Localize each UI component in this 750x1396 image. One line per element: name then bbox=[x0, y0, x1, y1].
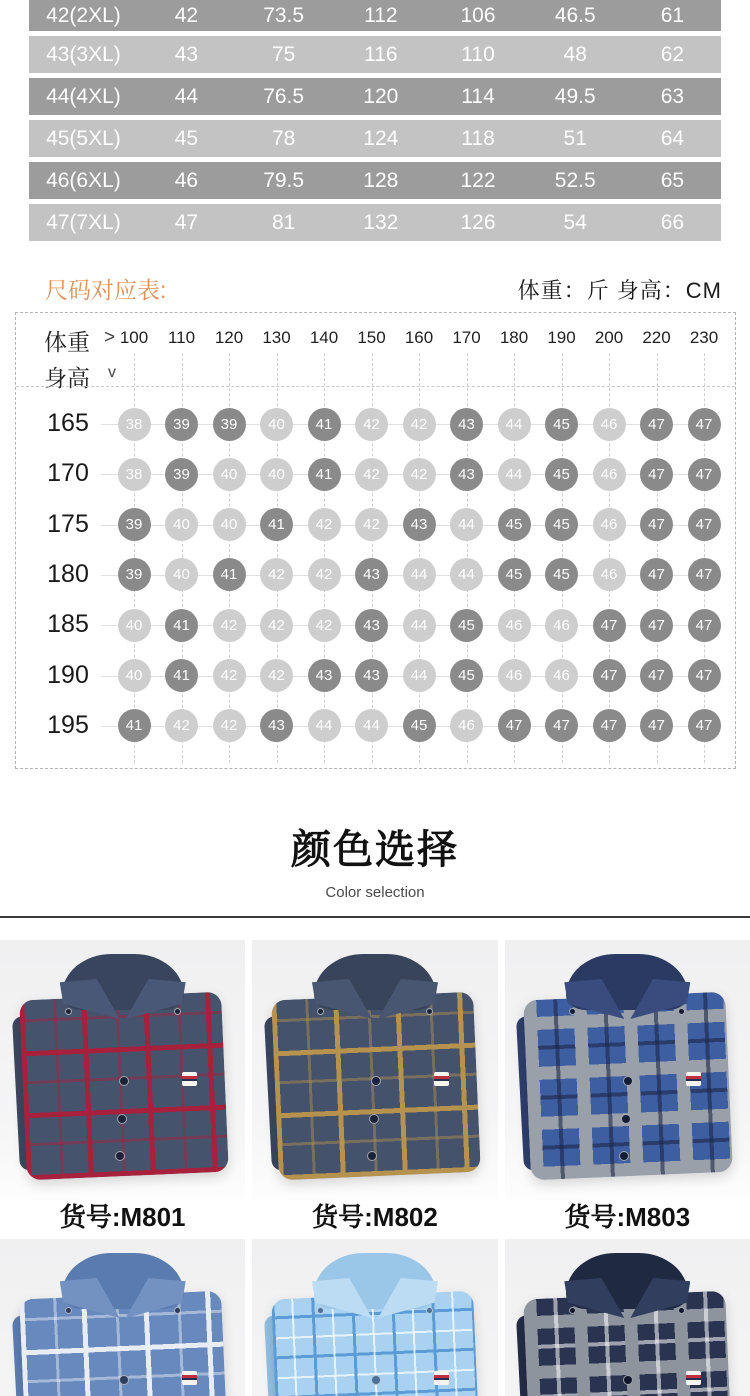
size-table-cell: 62 bbox=[660, 42, 685, 66]
size-circle: 46 bbox=[450, 709, 483, 742]
shirt-collar-button bbox=[65, 1008, 72, 1015]
shirt-button bbox=[119, 1076, 129, 1086]
size-table-cell: 110 bbox=[461, 42, 495, 66]
size-circle: 41 bbox=[165, 659, 198, 692]
size-table-row-label: 47(7XL) bbox=[46, 210, 121, 234]
size-circle: 46 bbox=[545, 659, 578, 692]
product-card bbox=[252, 1239, 497, 1396]
weight-tick: 130 bbox=[262, 328, 291, 347]
size-table-cell: 132 bbox=[363, 210, 399, 234]
color-section-subtitle: Color selection bbox=[325, 884, 425, 901]
size-table-cell: 112 bbox=[364, 3, 398, 27]
size-table-cell: 128 bbox=[363, 168, 399, 192]
size-circle: 41 bbox=[260, 508, 293, 541]
product-image-shirt bbox=[15, 950, 231, 1190]
size-circle: 47 bbox=[640, 609, 673, 642]
size-circle: 45 bbox=[545, 408, 578, 441]
size-table-cell: 47 bbox=[174, 210, 199, 234]
size-circle: 42 bbox=[213, 659, 246, 692]
size-circle: 47 bbox=[593, 609, 626, 642]
size-circle: 47 bbox=[640, 558, 673, 591]
shirt-pocket-tag bbox=[686, 1371, 701, 1385]
size-table-cell: 76.5 bbox=[263, 84, 305, 108]
size-circle: 39 bbox=[165, 458, 198, 491]
size-table-cell: 54 bbox=[563, 210, 587, 234]
size-circle: 47 bbox=[640, 659, 673, 692]
size-table-row-label: 42(2XL) bbox=[46, 3, 121, 27]
size-table-cell: 79.5 bbox=[263, 168, 305, 192]
size-circle: 44 bbox=[498, 408, 531, 441]
size-circle: 42 bbox=[213, 609, 246, 642]
size-circle: 44 bbox=[403, 609, 436, 642]
size-circle: 45 bbox=[403, 709, 436, 742]
height-tick: 180 bbox=[47, 559, 89, 588]
size-circle: 42 bbox=[308, 609, 341, 642]
size-table-cell: 46 bbox=[174, 168, 199, 192]
size-circle: 47 bbox=[640, 458, 673, 491]
product-model-label: 货号:M801 bbox=[0, 1200, 245, 1236]
size-chart-units: 体重：斤 身高：CM bbox=[517, 278, 722, 303]
size-table-row bbox=[29, 162, 721, 199]
product-image-shirt bbox=[519, 1249, 735, 1396]
height-weight-chart bbox=[15, 312, 736, 769]
size-circle: 45 bbox=[450, 609, 483, 642]
height-tick: 175 bbox=[47, 509, 89, 538]
shirt-pocket-tag bbox=[434, 1371, 449, 1385]
shirt-collar bbox=[560, 954, 694, 1020]
size-circle: 40 bbox=[213, 458, 246, 491]
size-table-row-label: 45(5XL) bbox=[46, 126, 121, 150]
size-circle: 47 bbox=[688, 609, 721, 642]
weight-tick: 220 bbox=[642, 328, 671, 347]
size-circle: 41 bbox=[118, 709, 151, 742]
size-circle: 42 bbox=[260, 659, 293, 692]
size-chart-title: 尺码对应表: bbox=[45, 277, 167, 303]
grid-line-horizontal-header bbox=[16, 386, 735, 387]
shirt-pocket-tag bbox=[434, 1072, 449, 1086]
size-circle: 46 bbox=[498, 659, 531, 692]
product-image bbox=[505, 940, 750, 1200]
size-circle: 47 bbox=[640, 408, 673, 441]
product-model-label: 货号:M803 bbox=[505, 1200, 750, 1236]
weight-tick: 100 bbox=[119, 328, 149, 347]
size-table-cell: 44 bbox=[174, 84, 199, 108]
size-table-cell: 122 bbox=[460, 168, 496, 192]
size-circle: 47 bbox=[688, 508, 721, 541]
section-divider bbox=[0, 916, 750, 918]
size-circle: 43 bbox=[355, 558, 388, 591]
size-circle: 42 bbox=[403, 458, 436, 491]
size-circle: 41 bbox=[308, 408, 341, 441]
size-table-cell: 43 bbox=[174, 42, 199, 66]
weight-tick: 200 bbox=[594, 328, 624, 347]
size-circle: 43 bbox=[355, 609, 388, 642]
size-table-cell: 51 bbox=[563, 126, 587, 150]
weight-tick: 190 bbox=[547, 328, 576, 347]
size-circle: 46 bbox=[593, 458, 626, 491]
size-circle: 47 bbox=[545, 709, 578, 742]
product-card bbox=[0, 1239, 245, 1396]
size-circle: 46 bbox=[593, 408, 626, 441]
size-table-cell: 63 bbox=[660, 84, 685, 108]
size-circle: 40 bbox=[213, 508, 246, 541]
size-circle: 47 bbox=[640, 709, 673, 742]
shirt-pocket-tag bbox=[182, 1371, 197, 1385]
size-circle: 42 bbox=[165, 709, 198, 742]
shirt-collar-button bbox=[317, 1008, 324, 1015]
weight-direction-icon: > bbox=[104, 327, 116, 348]
size-circle: 44 bbox=[450, 508, 483, 541]
size-table-row bbox=[29, 78, 721, 115]
product-grid bbox=[0, 940, 750, 1396]
product-model-label: 货号:M802 bbox=[252, 1200, 497, 1236]
weight-tick: 170 bbox=[452, 328, 481, 347]
size-table-cell: 65 bbox=[660, 168, 685, 192]
product-card bbox=[505, 1239, 750, 1396]
shirt-collar-button bbox=[174, 1008, 181, 1015]
height-tick: 170 bbox=[47, 459, 89, 488]
size-circle: 45 bbox=[498, 508, 531, 541]
size-table-cell: 42 bbox=[174, 3, 199, 27]
size-circle: 45 bbox=[450, 659, 483, 692]
size-table-cell: 81 bbox=[271, 210, 296, 234]
size-circle: 46 bbox=[593, 508, 626, 541]
shirt-button bbox=[115, 1151, 125, 1161]
size-table-row bbox=[29, 0, 721, 31]
shirt-collar bbox=[56, 1253, 190, 1319]
shirt-pocket-tag bbox=[686, 1072, 701, 1086]
size-circle: 47 bbox=[593, 659, 626, 692]
size-circle: 38 bbox=[118, 408, 151, 441]
size-circle: 42 bbox=[403, 408, 436, 441]
size-circle: 42 bbox=[355, 408, 388, 441]
size-circle: 45 bbox=[498, 558, 531, 591]
size-table-cell: 116 bbox=[364, 42, 398, 66]
size-table-cell: 66 bbox=[660, 210, 685, 234]
size-circle: 42 bbox=[260, 609, 293, 642]
size-circle: 41 bbox=[165, 609, 198, 642]
size-circle: 42 bbox=[308, 508, 341, 541]
shirt-collar-button bbox=[426, 1307, 433, 1314]
product-card bbox=[0, 940, 245, 1236]
size-table-cell: 114 bbox=[461, 84, 495, 108]
product-image-shirt bbox=[267, 950, 483, 1190]
size-table-cell: 120 bbox=[363, 84, 399, 108]
size-table-cell: 126 bbox=[460, 210, 496, 234]
size-table-cell: 73.5 bbox=[263, 3, 305, 27]
size-circle: 40 bbox=[260, 458, 293, 491]
shirt-collar-button bbox=[426, 1008, 433, 1015]
size-table-cell: 124 bbox=[363, 126, 399, 150]
size-circle: 42 bbox=[260, 558, 293, 591]
size-circle: 45 bbox=[545, 558, 578, 591]
height-tick: 195 bbox=[47, 710, 89, 739]
shirt-collar-button bbox=[174, 1307, 181, 1314]
size-table-row-label: 46(6XL) bbox=[46, 168, 121, 192]
size-circle: 41 bbox=[308, 458, 341, 491]
size-spec-table bbox=[29, 0, 721, 246]
size-table-row bbox=[29, 36, 721, 73]
size-table-cell: 118 bbox=[461, 126, 495, 150]
weight-tick: 160 bbox=[404, 328, 434, 347]
product-image bbox=[252, 940, 497, 1200]
shirt-button bbox=[371, 1375, 381, 1385]
size-circle: 44 bbox=[355, 709, 388, 742]
size-table-row-label: 43(3XL) bbox=[46, 42, 121, 66]
size-circle: 44 bbox=[403, 659, 436, 692]
size-circle: 42 bbox=[308, 558, 341, 591]
size-circle: 38 bbox=[118, 458, 151, 491]
product-image bbox=[0, 1239, 245, 1396]
size-table-cell: 61 bbox=[660, 3, 685, 27]
size-circle: 43 bbox=[260, 709, 293, 742]
shirt-collar bbox=[308, 1253, 442, 1319]
size-circle: 47 bbox=[688, 709, 721, 742]
product-image-shirt bbox=[267, 1249, 483, 1396]
color-section-header bbox=[0, 818, 750, 901]
size-circle: 46 bbox=[545, 609, 578, 642]
size-table-cell: 64 bbox=[660, 126, 685, 150]
product-image-shirt bbox=[519, 950, 735, 1190]
size-circle: 47 bbox=[688, 458, 721, 491]
shirt-button bbox=[119, 1375, 129, 1385]
size-circle: 47 bbox=[593, 709, 626, 742]
size-table-cell: 45 bbox=[174, 126, 199, 150]
size-circle: 44 bbox=[498, 458, 531, 491]
size-circle: 42 bbox=[355, 508, 388, 541]
shirt-button bbox=[371, 1076, 381, 1086]
size-circle: 47 bbox=[640, 508, 673, 541]
size-table-cell: 75 bbox=[271, 42, 296, 66]
shirt-collar-button bbox=[317, 1307, 324, 1314]
size-circle: 41 bbox=[213, 558, 246, 591]
size-circle: 42 bbox=[355, 458, 388, 491]
weight-tick: 120 bbox=[214, 328, 244, 347]
size-table-cell: 52.5 bbox=[554, 168, 596, 192]
size-circle: 43 bbox=[355, 659, 388, 692]
weight-tick: 110 bbox=[167, 328, 196, 347]
shirt-button bbox=[367, 1151, 377, 1161]
size-circle: 43 bbox=[308, 659, 341, 692]
size-circle: 44 bbox=[308, 709, 341, 742]
product-image bbox=[505, 1239, 750, 1396]
product-image bbox=[252, 1239, 497, 1396]
product-image bbox=[0, 940, 245, 1200]
weight-axis-label: 体重 bbox=[44, 329, 90, 355]
height-tick: 185 bbox=[47, 610, 89, 639]
height-tick: 190 bbox=[47, 660, 89, 689]
height-direction-icon: v bbox=[108, 364, 116, 381]
color-section-title: 颜色选择 bbox=[291, 828, 459, 872]
size-table-cell: 78 bbox=[271, 126, 296, 150]
weight-tick: 140 bbox=[309, 328, 339, 347]
size-table-cell: 46.5 bbox=[554, 3, 596, 27]
size-circle: 40 bbox=[260, 408, 293, 441]
size-circle: 40 bbox=[118, 659, 151, 692]
size-table-cell: 48 bbox=[563, 42, 587, 66]
product-card bbox=[505, 940, 750, 1236]
size-circle: 39 bbox=[118, 558, 151, 591]
size-circle: 47 bbox=[688, 408, 721, 441]
shirt-collar bbox=[560, 1253, 694, 1319]
size-table-row bbox=[29, 120, 721, 157]
height-axis-label: 身高 bbox=[44, 365, 90, 391]
size-table-row bbox=[29, 204, 721, 241]
size-circle: 43 bbox=[450, 408, 483, 441]
size-circle: 46 bbox=[593, 558, 626, 591]
size-circle: 39 bbox=[118, 508, 151, 541]
size-circle: 44 bbox=[403, 558, 436, 591]
product-image-shirt bbox=[15, 1249, 231, 1396]
size-circle: 39 bbox=[165, 408, 198, 441]
weight-tick: 230 bbox=[689, 328, 719, 347]
size-circle: 40 bbox=[165, 508, 198, 541]
weight-tick: 180 bbox=[499, 328, 529, 347]
size-circle: 45 bbox=[545, 508, 578, 541]
size-table-cell: 49.5 bbox=[554, 84, 596, 108]
size-circle: 44 bbox=[450, 558, 483, 591]
size-circle: 47 bbox=[498, 709, 531, 742]
size-circle: 39 bbox=[213, 408, 246, 441]
size-circle: 40 bbox=[118, 609, 151, 642]
shirt-button bbox=[369, 1114, 379, 1124]
size-circle: 47 bbox=[688, 558, 721, 591]
size-circle: 45 bbox=[545, 458, 578, 491]
size-chart-header bbox=[45, 272, 722, 305]
size-table-row-label: 44(4XL) bbox=[46, 84, 121, 108]
height-tick: 165 bbox=[47, 409, 89, 437]
size-circle: 40 bbox=[165, 558, 198, 591]
size-circle: 43 bbox=[403, 508, 436, 541]
size-circle: 46 bbox=[498, 609, 531, 642]
size-circle: 42 bbox=[213, 709, 246, 742]
shirt-button bbox=[117, 1114, 127, 1124]
shirt-collar bbox=[308, 954, 442, 1020]
shirt-collar-button bbox=[65, 1307, 72, 1314]
size-circle: 47 bbox=[688, 659, 721, 692]
size-table-cell: 106 bbox=[460, 3, 496, 27]
size-circle: 43 bbox=[450, 458, 483, 491]
shirt-pocket-tag bbox=[182, 1072, 197, 1086]
weight-tick: 150 bbox=[357, 328, 386, 347]
product-card bbox=[252, 940, 497, 1236]
shirt-collar bbox=[56, 954, 190, 1020]
